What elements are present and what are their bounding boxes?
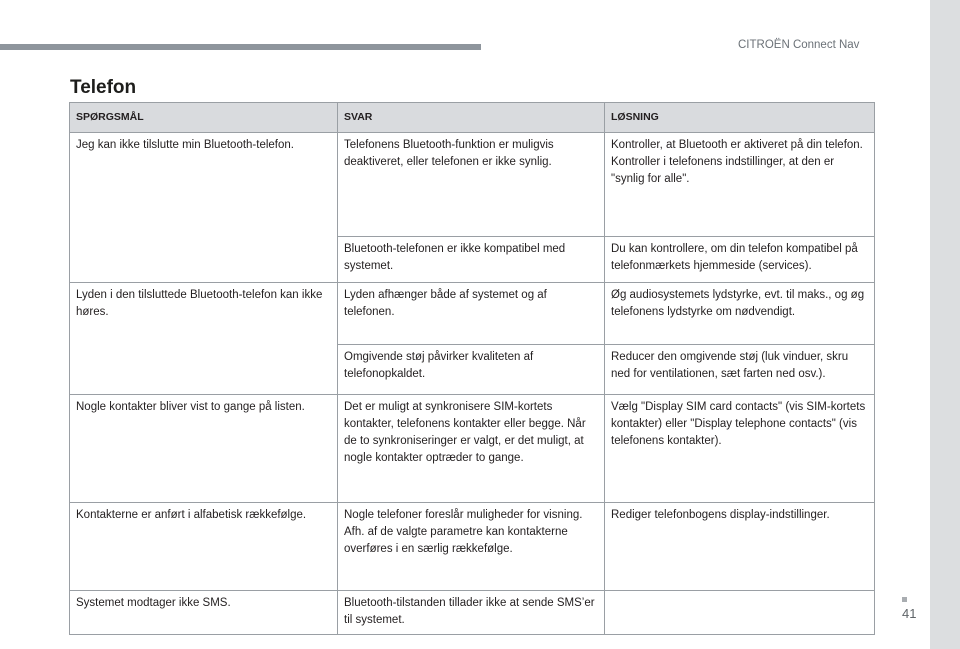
answer-cell: Nogle telefoner foreslår muligheder for visning. Afh. af de valgte parametre kan kontakterne overføres i en særlig rækkefølge. [338, 503, 605, 591]
question-cell: Lyden i den tilsluttede Bluetooth-telefon kan ikke høres. [70, 283, 338, 395]
faq-table [69, 102, 875, 635]
table-row [70, 591, 875, 635]
column-header-solution: LØSNING [605, 103, 875, 133]
solution-cell: Rediger telefonbogens display-indstillinger. [605, 503, 875, 591]
solution-cell: Øg audiosystemets lydstyrke, evt. til maks., og øg telefonens lydstyrke om nødvendigt. [605, 283, 875, 345]
question-cell: Jeg kan ikke tilslutte min Bluetooth-telefon. [70, 133, 338, 283]
answer-cell: Omgivende støj påvirker kvaliteten af telefonopkaldet. [338, 345, 605, 395]
page-marker-square [902, 597, 907, 602]
brand-label: CITROËN Connect Nav [738, 39, 860, 51]
answer-cell: Lyden afhænger både af systemet og af telefonen. [338, 283, 605, 345]
table-row [70, 503, 875, 591]
question-cell: Nogle kontakter bliver vist to gange på listen. [70, 395, 338, 503]
table-row [70, 133, 875, 237]
table-row [70, 283, 875, 345]
table-header-row [70, 103, 875, 133]
question-cell: Kontakterne er anført i alfabetisk rækkefølge. [70, 503, 338, 591]
side-strip [930, 0, 960, 649]
table-row [70, 395, 875, 503]
column-header-question: SPØRGSMÅL [70, 103, 338, 133]
answer-cell: Det er muligt at synkronisere SIM-kortets kontakter, telefonens kontakter eller begge. Når de to synkroniseringer er valgt, er det muligt, at nogle kontakter optræder to gange. [338, 395, 605, 503]
answer-cell: Bluetooth-telefonen er ikke kompatibel med systemet. [338, 237, 605, 283]
question-cell: Systemet modtager ikke SMS. [70, 591, 338, 635]
answer-cell: Telefonens Bluetooth-funktion er muligvis deaktiveret, eller telefonen er ikke synlig. [338, 133, 605, 237]
faq-table-body [70, 133, 875, 635]
page-number: 41 [902, 606, 917, 621]
header-rule [0, 44, 481, 50]
solution-cell [605, 591, 875, 635]
solution-cell: Kontroller, at Bluetooth er aktiveret på din telefon. Kontroller i telefonens indstillinger, at den er "synlig for alle". [605, 133, 875, 237]
page-title: Telefon [70, 76, 137, 98]
solution-cell: Vælg "Display SIM card contacts" (vis SIM-kortets kontakter) eller "Display telephone contacts" (vis telefonens kontakter). [605, 395, 875, 503]
solution-cell: Reducer den omgivende støj (luk vinduer, skru ned for ventilationen, sæt farten ned osv.). [605, 345, 875, 395]
column-header-answer: SVAR [338, 103, 605, 133]
answer-cell: Bluetooth-tilstanden tillader ikke at sende SMS’er til systemet. [338, 591, 605, 635]
solution-cell: Du kan kontrollere, om din telefon kompatibel på telefonmærkets hjemmeside (services). [605, 237, 875, 283]
